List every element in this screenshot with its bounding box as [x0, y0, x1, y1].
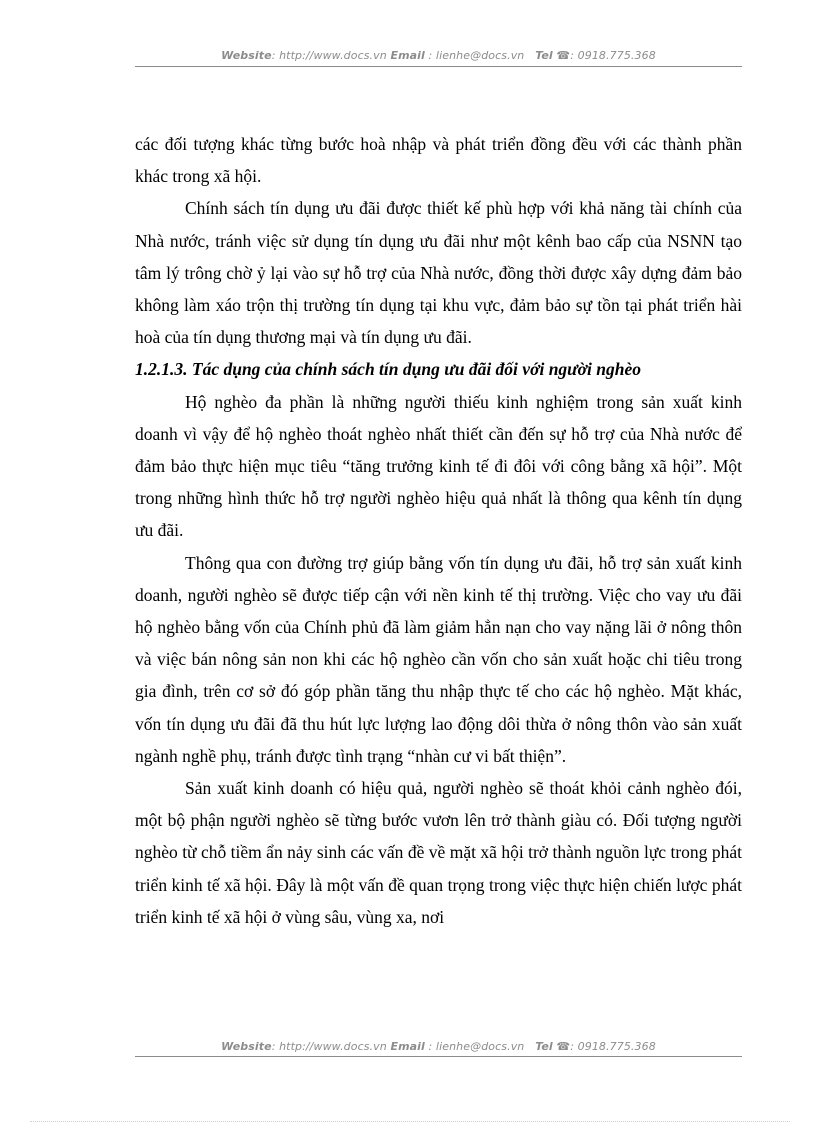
- tel-value: : 0918.775.368: [570, 49, 656, 62]
- email-label: Email: [390, 49, 425, 62]
- paragraph-4: Thông qua con đường trợ giúp bằng vốn tín dụng ưu đãi, hỗ trợ sản xuất kinh doanh, người nghèo sẽ được tiếp cận với nền kinh tế thị trường. Việc cho vay ưu đãi hộ nghèo bằng vốn của Chính phủ đã làm giảm hẳn nạn cho vay nặng lãi ở nông thôn và việc bán nông sản non khi các hộ nghèo cần vốn cho sản xuất hoặc chi tiêu trong gia đình, trên cơ sở đó góp phần tăng thu nhập thực tế cho các hộ nghèo. Mặt khác, vốn tín dụng ưu đãi đã thu hút lực lượng lao động dôi thừa ở nông thôn vào sản xuất ngành nghề phụ, tránh được tình trạng “nhàn cư vi bất thiện”.: [135, 552, 742, 766]
- tel-label: Tel: [535, 49, 553, 62]
- email-value: : lienhe@docs.vn: [428, 1040, 525, 1053]
- email-label: Email: [390, 1040, 425, 1053]
- section-heading: 1.2.1.3. Tác dụng của chính sách tín dụng ưu đãi đối với người nghèo: [135, 359, 642, 380]
- page-header: [135, 48, 742, 67]
- website-label: Website: [221, 1040, 272, 1053]
- paragraph-1: các đối tượng khác từng bước hoà nhập và phát triển đồng đều với các thành phần khác trong xã hội.: [135, 134, 742, 187]
- paragraph-2: Chính sách tín dụng ưu đãi được thiết kế phù hợp với khả năng tài chính của Nhà nước, tránh việc sử dụng tín dụng ưu đãi như một kênh bao cấp của NSNN tạo tâm lý trông chờ ỷ lại vào sự hỗ trợ của Nhà nước, đồng thời được xây dựng đảm bảo không làm xáo trộn thị trường tín dụng tại khu vực, đảm bảo sự tồn tại phát triển hài hoà của tín dụng thương mại và tín dụng ưu đãi.: [135, 198, 742, 348]
- website-label: Website: [221, 49, 272, 62]
- page-edge-divider: [30, 1121, 790, 1122]
- email-value: : lienhe@docs.vn: [428, 49, 525, 62]
- page-footer: [135, 1039, 742, 1057]
- phone-icon: ☎: [556, 1040, 571, 1053]
- document-body: [135, 128, 742, 933]
- paragraph-3: Hộ nghèo đa phần là những người thiếu kinh nghiệm trong sản xuất kinh doanh vì vậy để hộ nghèo thoát nghèo nhất thiết cần đến sự hỗ trợ của Nhà nước để đảm bảo thực hiện mục tiêu “tăng trưởng kinh tế đi đôi với công bằng xã hội”. Một trong những hình thức hỗ trợ người nghèo hiệu quả nhất là thông qua kênh tín dụng ưu đãi.: [135, 391, 742, 541]
- phone-icon: ☎: [556, 49, 571, 62]
- tel-label: Tel: [535, 1040, 553, 1053]
- website-value: : http://www.docs.vn: [271, 49, 387, 62]
- paragraph-5: Sản xuất kinh doanh có hiệu quả, người nghèo sẽ thoát khỏi cảnh nghèo đói, một bộ phận người nghèo sẽ từng bước vươn lên trở thành giàu có. Đối tượng người nghèo từ chỗ tiềm ẩn nảy sinh các vấn đề về mặt xã hội trở thành nguồn lực trong phát triển kinh tế xã hội. Đây là một vấn đề quan trọng trong việc thực hiện chiến lược phát triển kinh tế xã hội ở vùng sâu, vùng xa, nơi: [135, 778, 742, 927]
- tel-value: : 0918.775.368: [570, 1040, 656, 1053]
- website-value: : http://www.docs.vn: [271, 1040, 387, 1053]
